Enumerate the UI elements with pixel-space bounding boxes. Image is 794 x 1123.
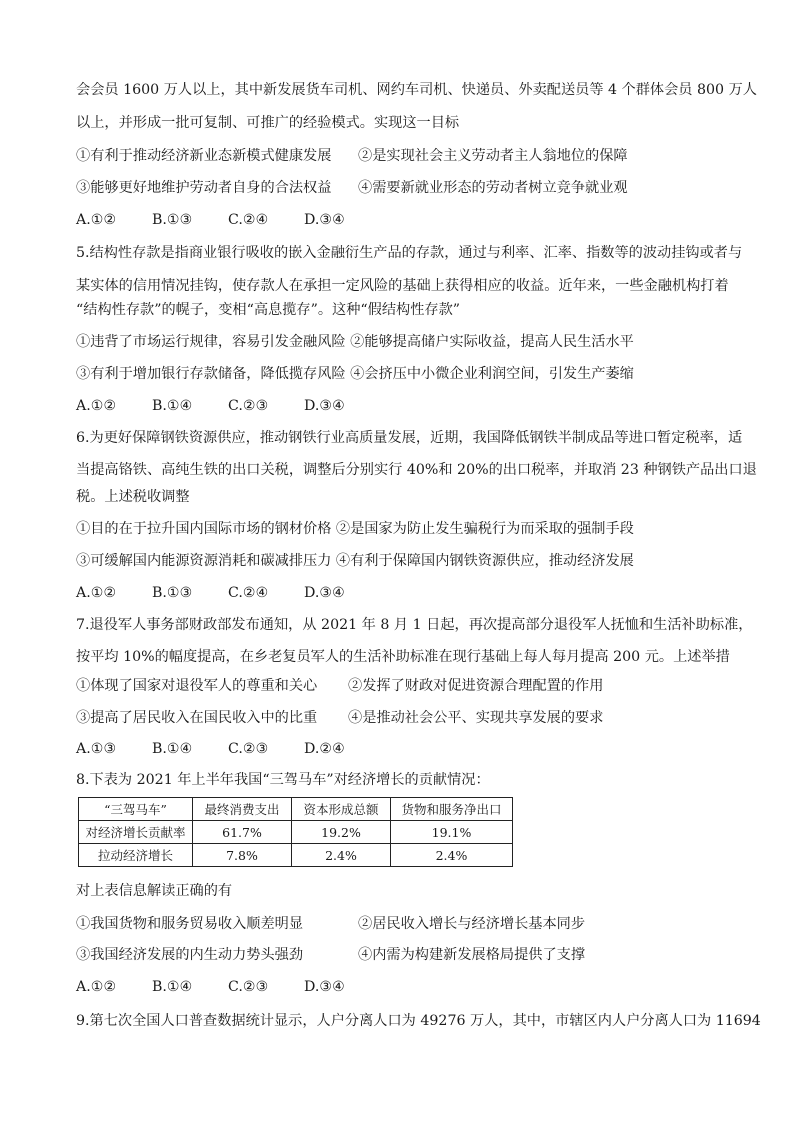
q6-options-row-1: ①目的在于拉升国内国际市场的钢材价格 ②是国家为防止发生骗税行为而采取的强制手段 xyxy=(76,521,634,537)
q4-option-2: ②是实现社会主义劳动者主人翁地位的保障 xyxy=(358,148,628,164)
table-header-cell: 资本形成总额 xyxy=(292,798,391,821)
q4-option-3: ③能够更好地维护劳动者自身的合法权益 xyxy=(76,180,332,196)
q7-option-1: ①体现了国家对退役军人的尊重和关心 xyxy=(76,678,318,694)
q7-option-3: ③提高了居民收入在国民收入中的比重 xyxy=(76,710,318,726)
table-cell: 7.8% xyxy=(193,844,292,867)
q7-option-4: ④是推动社会公平、实现共享发展的要求 xyxy=(348,710,604,726)
table-cell: 2.4% xyxy=(292,844,391,867)
table-cell: 对经济增长贡献率 xyxy=(79,821,193,844)
q5-choice-c[interactable]: C.②③ xyxy=(228,398,269,414)
q7-option-2: ②发挥了财政对促进资源合理配置的作用 xyxy=(348,678,604,694)
table-cell: 61.7% xyxy=(193,821,292,844)
q6-choice-c[interactable]: C.②④ xyxy=(228,585,269,601)
q7-choice-d[interactable]: D.②④ xyxy=(304,741,345,757)
q8-choices xyxy=(76,977,380,997)
q7-choice-b[interactable]: B.①④ xyxy=(152,741,193,757)
table-cell: 2.4% xyxy=(391,844,513,867)
q4-option-4: ④需要新就业形态的劳动者树立竞争就业观 xyxy=(358,180,628,196)
table-row xyxy=(79,821,513,844)
q8-option-1: ①我国货物和服务贸易收入顺差明显 xyxy=(76,916,304,932)
q7-choice-c[interactable]: C.②③ xyxy=(228,741,269,757)
q4-choice-a[interactable]: A.①② xyxy=(76,212,117,228)
table-cell: 19.2% xyxy=(292,821,391,844)
q4-stem-line-2: 以上，并形成一批可复制、可推广的经验模式。实现这一目标 xyxy=(76,115,460,131)
q5-stem-line-3: “结构性存款”的幌子，变相“高息揽存”。这种“假结构性存款” xyxy=(76,302,461,318)
q8-choice-d[interactable]: D.③④ xyxy=(304,979,345,995)
table-header-cell: 货物和服务净出口 xyxy=(391,798,513,821)
q7-stem-line-2: 按平均 10%的幅度提高，在乡老复员军人的生活补助标准在现行基础上每人每月提高 200 元。上述举措 xyxy=(76,649,730,665)
q4-choices xyxy=(76,210,380,230)
q4-option-1: ①有利于推动经济新业态新模式健康发展 xyxy=(76,148,332,164)
q4-choice-b[interactable]: B.①③ xyxy=(152,212,193,228)
q7-stem-line-1: 7.退役军人事务部财政部发布通知，从 2021 年 8 月 1 日起，再次提高部分退役军人抚恤和生活补助标准， xyxy=(76,617,753,633)
table-row xyxy=(79,844,513,867)
q6-choice-d[interactable]: D.③④ xyxy=(304,585,345,601)
q8-option-2: ②居民收入增长与经济增长基本同步 xyxy=(358,916,586,932)
q7-options-row-2 xyxy=(76,708,603,728)
q4-options-row-1 xyxy=(76,146,628,166)
table-header-row xyxy=(79,798,513,821)
q8-choice-a[interactable]: A.①② xyxy=(76,979,117,995)
q8-stem: 8.下表为 2021 年上半年我国“三驾马车”对经济增长的贡献情况： xyxy=(76,772,490,788)
q5-options-row-2: ③有利于增加银行存款储备，降低揽存风险 ④会挤压中小微企业利润空间，引发生产萎缩 xyxy=(76,366,634,382)
q7-choices xyxy=(76,739,380,759)
q4-options-row-2 xyxy=(76,178,628,198)
q5-choice-b[interactable]: B.①④ xyxy=(152,398,193,414)
contribution-table xyxy=(78,797,513,867)
q6-stem-line-2: 当提高铬铁、高纯生铁的出口关税，调整后分别实行 40%和 20%的出口税率，并取消 23 种钢铁产品出口退 xyxy=(76,462,757,478)
q6-stem-line-1: 6.为更好保障钢铁资源供应，推动钢铁行业高质量发展，近期，我国降低钢铁半制成品等进口暂定税率，适 xyxy=(76,430,743,446)
q4-choice-c[interactable]: C.②④ xyxy=(228,212,269,228)
q6-choice-b[interactable]: B.①③ xyxy=(152,585,193,601)
table-header-cell: “三驾马车” xyxy=(79,798,193,821)
q5-choice-a[interactable]: A.①② xyxy=(76,398,117,414)
q8-choice-b[interactable]: B.①④ xyxy=(152,979,193,995)
table-cell: 19.1% xyxy=(391,821,513,844)
q4-stem-line-1: 会会员 1600 万人以上，其中新发展货车司机、网约车司机、快递员、外卖配送员等 4 个群体会员 800 万人 xyxy=(76,82,757,98)
q4-choice-d[interactable]: D.③④ xyxy=(304,212,345,228)
q5-stem-line-2: 某实体的信用情况挂钩，使存款人在承担一定风险的基础上获得相应的收益。近年来，一些金融机构打着 xyxy=(76,278,729,294)
q6-options-row-2: ③可缓解国内能源资源消耗和碳减排压力 ④有利于保障国内钢铁资源供应，推动经济发展 xyxy=(76,553,634,569)
q6-choices xyxy=(76,583,380,603)
q6-stem-line-3: 税。上述税收调整 xyxy=(76,489,190,505)
q5-choices xyxy=(76,396,380,416)
q8-options-row-2 xyxy=(76,945,585,965)
q6-choice-a[interactable]: A.①② xyxy=(76,585,117,601)
q7-choice-a[interactable]: A.①③ xyxy=(76,741,117,757)
q8-option-4: ④内需为构建新发展格局提供了支撑 xyxy=(358,947,586,963)
q8-prompt: 对上表信息解读正确的有 xyxy=(76,883,233,899)
q5-options-row-1: ①违背了市场运行规律，容易引发金融风险 ②能够提高储户实际收益，提高人民生活水平 xyxy=(76,334,634,350)
q9-stem-line-1: 9.第七次全国人口普查数据统计显示，人户分离人口为 49276 万人，其中，市辖区内人户分离人口为 11694 xyxy=(76,1013,761,1029)
q7-options-row-1 xyxy=(76,676,603,696)
q5-choice-d[interactable]: D.③④ xyxy=(304,398,345,414)
q8-options-row-1 xyxy=(76,914,585,934)
table-header-cell: 最终消费支出 xyxy=(193,798,292,821)
table-cell: 拉动经济增长 xyxy=(79,844,193,867)
q8-option-3: ③我国经济发展的内生动力势头强劲 xyxy=(76,947,304,963)
q8-choice-c[interactable]: C.②③ xyxy=(228,979,269,995)
q5-stem-line-1: 5.结构性存款是指商业银行吸收的嵌入金融衍生产品的存款，通过与利率、汇率、指数等的波动挂钩或者与 xyxy=(76,245,743,261)
